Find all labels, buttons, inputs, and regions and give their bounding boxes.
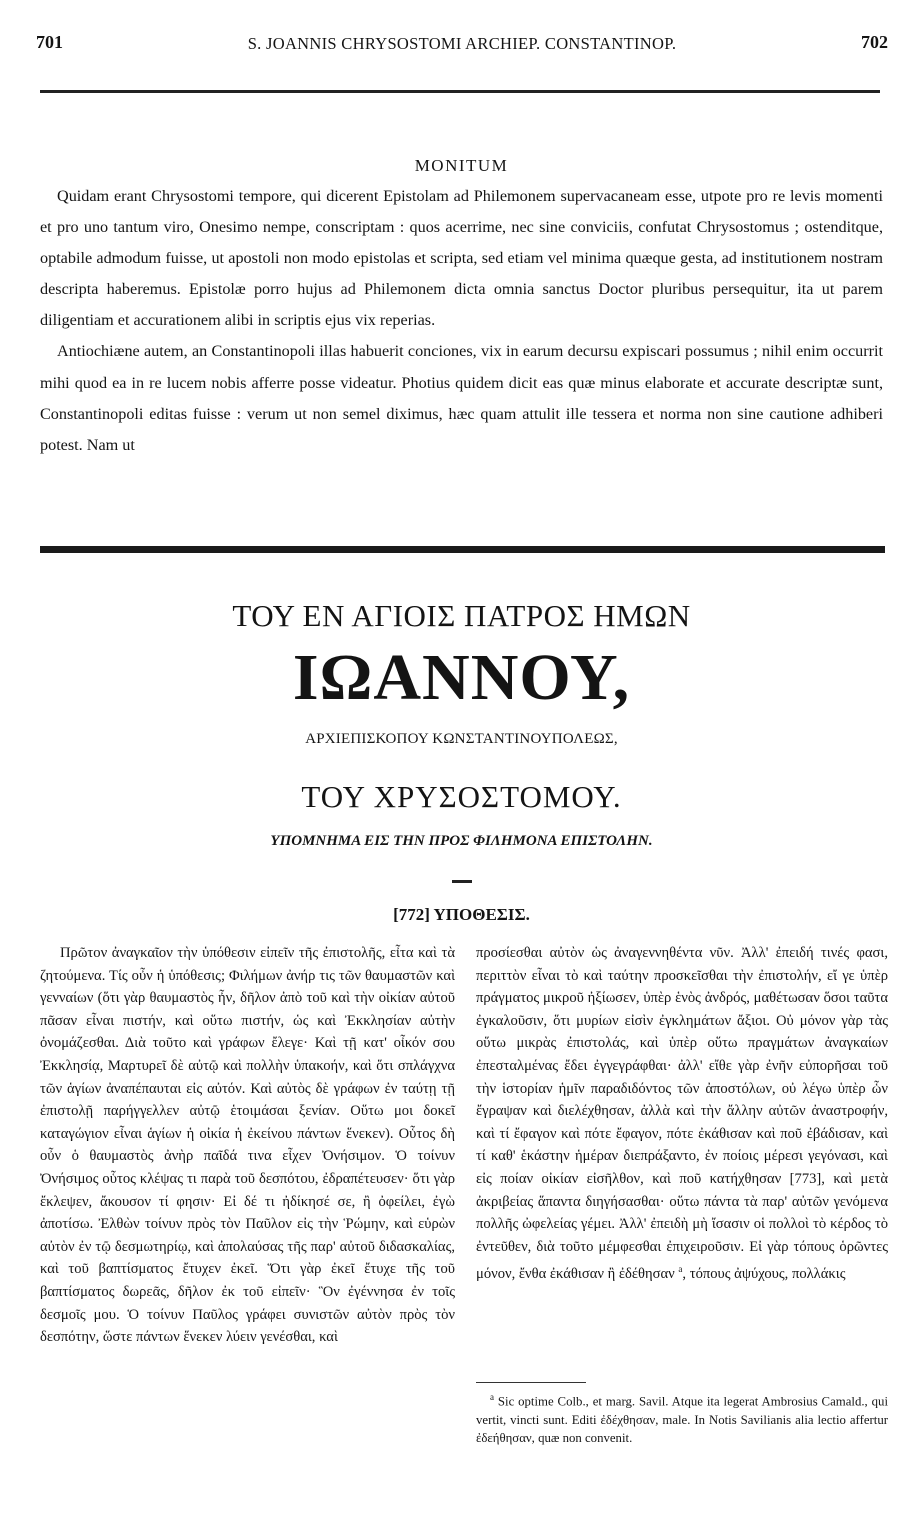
greek-text-left: Πρῶτον ἀναγκαῖον τὴν ὑπόθεσιν εἰπεῖν τῆς ἐπιστολῆς, εἶτα καὶ τὰ ζητούμενα. Τίς οὖν ἡ ὑπόθεσις; Φιλήμων ἀνήρ τις τῶν θαυμαστῶν καὶ γενναίων (ὅτι γὰρ θαυμαστὸς ἦν, δῆλον ἀπὸ τοῦ καὶ τὴν οἰκίαν αὐτοῦ πᾶσαν εἶναι πιστήν, καὶ οὕτω πιστήν, ὡς καὶ Ἐκκλησίαν αὐτὴν ὀνομάζεσθαι. Διὰ τοῦτο καὶ γράφων ἔλεγε· Καὶ τῇ κατ' οἶκόν σου Ἐκκλησίᾳ, Μαρτυρεῖ δὲ αὐτῷ καὶ πολλὴν ὑπακοήν, καὶ ὅτι σπλάγχνα τῶν ἁγίων ἀναπέπαυται εἰς αὐτόν. Καὶ αὐτὸς δὲ γράφων ἐν ταύτῃ τῇ ἐπιστολῇ παρήγγελλεν αὐτῷ ἑτοιμάσαι ξενίαν. Οὕτω μοι δοκεῖ καταγώγιον εἶναι ἁγίων ἡ οἰκία ἡ ἐκείνου πάντων ἕνεκεν). Οὗτος δὴ οὖν ὁ θαυμαστὸς ἀνὴρ παῖδά τινα εἶχεν Ὀνήσιμον. Ὁ τοίνυν Ὀνήσιμος οὗτος κλέψας τι παρὰ τοῦ δεσπότου, ἐδραπέτευσεν· ὅτι γὰρ ἔκλεψεν, ἄκουσον τί φησιν· Εἰ δέ τι ἠδίκησέ σε, ἢ ὀφείλει, ἐγὼ ἀποτίσω. Ἐλθὼν τοίνυν πρὸς τὸν Παῦλον εἰς τὴν Ῥώμην, καὶ εὑρὼν αὐτὸν ἐν τῷ δεσμωτηρίῳ, καὶ ἀπολαύσας τῆς παρ' αὐτοῦ διδασκαλίας, καὶ τοῦ βαπτίσματος ἔτυχεν ἐκεῖ. Ὅτι γὰρ ἐκεῖ ἔτυχε τῆς τοῦ βαπτίσματος δωρεᾶς, δῆλον ἐκ τοῦ εἰπεῖν· Ὃν ἐγέννησα ἐν τοῖς δεσμοῖς μου. Ὁ τοίνυν Παῦλος γράφει συνιστῶν αὐτὸν πρὸς τὸν δεσπότην, ὥστε πάντων ἕνεκεν λύειν γενέσθαι, καὶ: [40, 945, 455, 1346]
title-line-3: ΑΡΧΙΕΠΙΣΚΟΠΟΥ ΚΩΝΣΤΑΝΤΙΝΟΥΠΟΛΕΩΣ,: [305, 731, 618, 747]
greek-text-right-tail: , τόπους ἀψύχους, πολλάκις: [682, 1266, 846, 1283]
running-header: [36, 32, 888, 60]
monitum-paragraph: Antiochiæne autem, an Constantinopoli illas habuerit conciones, vix in earum decursu expiscari possumus ; nihil enim occurrit mihi quod ea in re lucem nobis afferre posse videatur. Photius quidem dicit eas quæ minus elaborate et accurate descriptæ sunt, Constantinopoli editas fuisse : verum ut non semel diximus, hæc quam attulit ille tessera et norma non sine cautione adhiberi potest. Nam ut: [40, 342, 883, 454]
title-dash: [452, 880, 472, 883]
greek-column-left: [40, 942, 455, 1349]
footnote-mark: a: [490, 1392, 494, 1402]
header-rule: [40, 90, 880, 93]
footnote: [476, 1388, 888, 1448]
monitum-text: [40, 181, 883, 461]
page-number-right: 702: [861, 32, 888, 52]
footnote-body: Sic optime Colb., et marg. Savil. Atque ita legerat Ambrosius Camald., qui vertit, vincti sunt. Editi ἐδέχθησαν, male. In Notis Savilianis alia lectio affertur ἐδεήθησαν, quæ non convenit.: [476, 1394, 888, 1446]
title-line-4: ΤΟΥ ΧΡΥΣΟΣΤΟΜΟΥ.: [301, 779, 622, 814]
greek-text-right: [476, 942, 888, 1286]
footnote-rule: [476, 1382, 586, 1383]
monitum-paragraph: Quidam erant Chrysostomi tempore, qui dicerent Epistolam ad Philemonem supervacaneam esse, utpote pro re levis momenti et pro uno tantum viro, Onesimo nempe, conscriptam : quos acerrime, nec sine conviciis, confutat Chrysostomus ; ostenditque, optabile admodum fuisse, ut apostoli non modo epistolas et scripta, sed etiam vel minima quæque gesta, ad institutionem nostram descripta haberemus. Epistolæ porro hujus ad Philemonem dicta omnia sanctus Doctor pluribus persequitur, ita ut parem diligentiam et accurationem alibi in scriptis ejus vix reperias.: [40, 187, 883, 330]
greek-text-right-main: προσίεσθαι αὐτὸν ὡς ἀναγεννηθέντα νῦν. Ἀλλ' ἐπειδή τινές φασι, περιττὸν εἶναι τὸ καὶ ταύτην προσκεῖσθαι τὴν ἐπιστολήν, εἴ γε ὑπὲρ πράγματος μικροῦ ἠξίωσεν, ὑπὲρ ἑνὸς ἀνδρός, μαθέτωσαν ὅσοι ταῦτα ἐγκαλοῦσιν, ὅτι μυρίων εἰσὶν ἐγκλημάτων ἄξιοι. Οὐ μόνον γὰρ τὰς οὕτω μικρὰς ἐπιστολάς, καὶ ὑπὲρ οὕτω πραγμάτων ἀναγκαίων ἐπεσταλμένας ἔδει ἐγγεγράφθαι· ἀλλ' εἴθε γὰρ ἐνῆν εὐπορῆσαι τοῦ τὴν ἱστορίαν ἡμῖν παραδιδόντος τῶν ἀποστόλων, οὐ λέγω ὑπὲρ ὧν ἔγραψαν καὶ διελέχθησαν, ἀλλὰ καὶ τὴν ἄλλην αὐτῶν ἀναστροφήν, καὶ τί ἔφαγον καὶ πότε ἔφαγον, πότε ἐκάθισαν καὶ ποῦ ἐβάδισαν, καὶ τί καθ' ἑκάστην ἡμέραν διεπράξαντο, ἐν ποίοις μέρεσι γεγόνασι, καὶ εἰς ποίαν οἰκίαν εἰσῆλθον, καὶ ποῦ κατήχθησαν [773], καὶ μετὰ ἀκριβείας ἅπαντα διηγήσασθαι· οὕτω πάντα τὰ παρ' αὐτῶν γενόμενα πολλῆς ὠφελείας γέμει. Ἀλλ' ἐπειδὴ μὴ ἴσασιν οἱ πολλοὶ τὸ κέρδος τὸ ἐντεῦθεν, διὰ τοῦτο μέμφεσθαι ἐπιχειροῦσιν. Εἰ γὰρ τόπους ὁρῶντες μόνον, ἔνθα ἐκάθισαν ἢ ἐδέθησαν: [476, 945, 888, 1283]
page-number-left: 701: [36, 32, 63, 52]
running-title: S. JOANNIS CHRYSOSTOMI ARCHIEP. CONSTANTINOP.: [247, 34, 677, 53]
section-rule: [40, 546, 885, 553]
hypothesis-heading: [772] ΥΠΟΘΕΣΙΣ.: [393, 905, 530, 924]
title-name: ΙΩΑΝΝΟΥ,: [292, 641, 631, 714]
greek-column-right: [476, 942, 888, 1286]
monitum-heading: MONITUM: [414, 156, 509, 175]
work-title: ΥΠΟΜΝΗΜΑ ΕΙΣ ΤΗΝ ΠΡΟΣ ΦΙΛΗΜΟΝΑ ΕΠΙΣΤΟΛΗΝ.: [270, 833, 653, 849]
title-line-1: ΤΟΥ ΕΝ ΑΓΙΟΙΣ ΠΑΤΡΟΣ ΗΜΩΝ: [232, 598, 691, 633]
footnote-text: [476, 1388, 888, 1448]
footnote-reference: a: [678, 1264, 683, 1275]
